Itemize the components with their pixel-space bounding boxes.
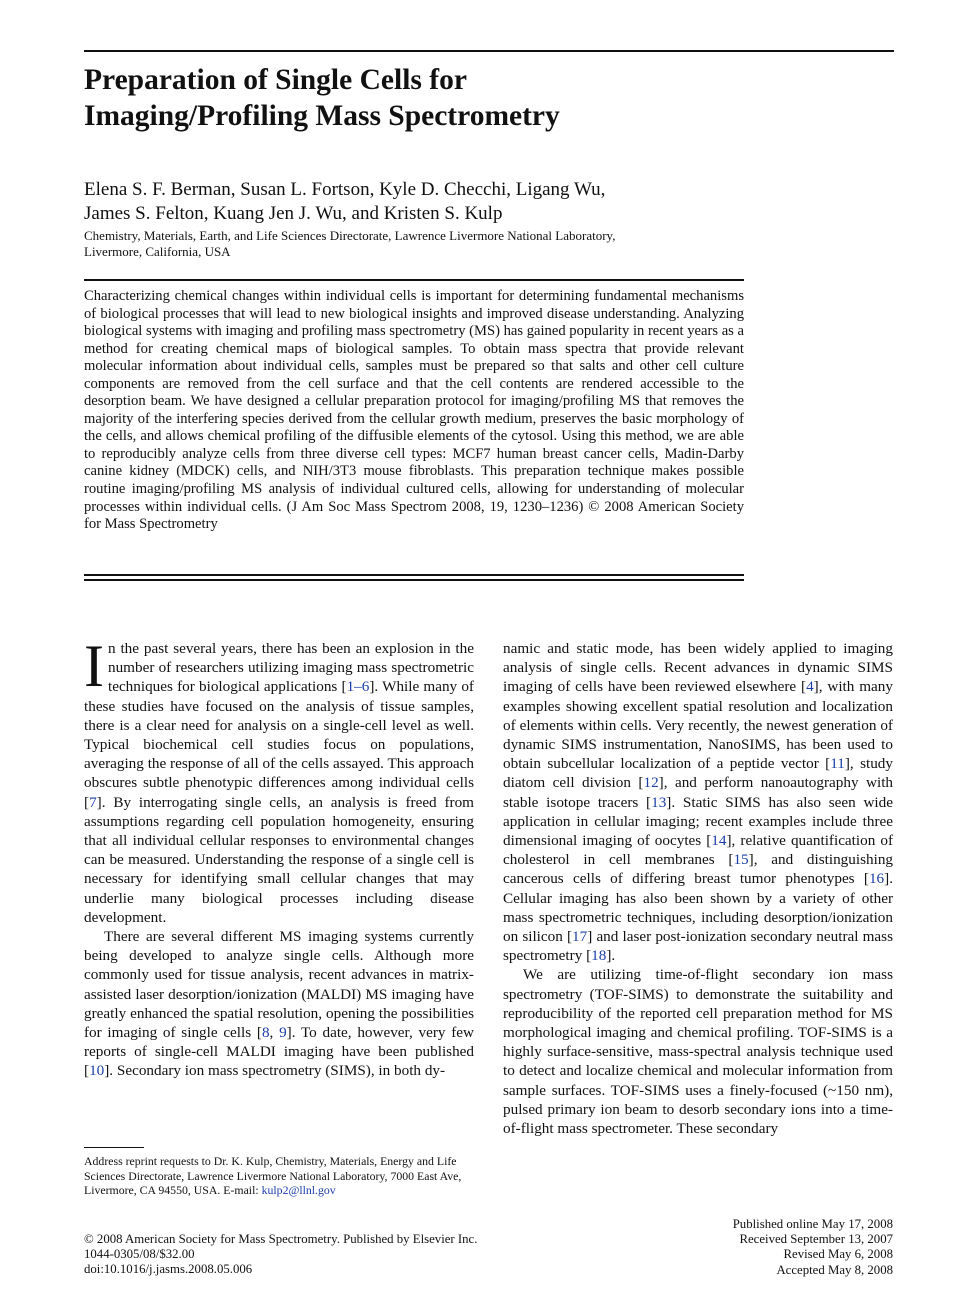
paragraph-text: ], study diatom cell division [ [503, 755, 893, 792]
footnote-text: Address reprint requests to Dr. K. Kulp, Chemistry, Materials, Energy and Life Sciences Directorate, Lawrence Livermore National Laboratory, 7000 East Ave, Livermore, CA 94550, USA. E-mail: [84, 1154, 462, 1197]
citation-link[interactable]: 17 [572, 928, 588, 946]
citation-separator: , [269, 1024, 280, 1042]
copyright-block [84, 1232, 604, 1278]
published-online-date: Published online May 17, 2008 [732, 1217, 893, 1231]
paragraph-text: ]. [606, 947, 616, 965]
paragraph-text: ], with many examples showing excellent spatial resolution and localization of elements within cells. Very recently, the newest generation of dynamic SIMS instrumentation, NanoSIMS, has been used to obtain subcellular localization of a peptide vector [ [503, 678, 893, 773]
correspondence-footnote [84, 1154, 474, 1198]
citation-link[interactable]: 13 [651, 793, 667, 811]
citation-link[interactable]: 16 [868, 870, 885, 888]
citation-link[interactable]: 15 [733, 851, 749, 869]
body-column-right [503, 639, 893, 1138]
issn-line: 1044-0305/08/$32.00 [84, 1247, 195, 1262]
copyright-line: © 2008 American Society for Mass Spectrometry. Published by Elsevier Inc. [84, 1232, 478, 1246]
citation-link[interactable]: 8 [261, 1024, 270, 1042]
author-list [84, 178, 784, 226]
body-column-left [84, 633, 474, 1081]
affiliation-line-2: Livermore, California, USA [84, 243, 231, 259]
citation-link[interactable]: 7 [89, 793, 97, 811]
footnote-rule [84, 1147, 144, 1148]
revised-date: Revised May 6, 2008 [783, 1247, 893, 1262]
paragraph-text: ], and distinguishing cancerous cells of differing breast tumor phenotypes [ [503, 851, 894, 888]
abstract: Characterizing chemical changes within individual cells is important for determining fundamental mechanisms of biological processes that will lead to new biological insights and improved disease understanding. Analyzing biological systems with imaging and profiling mass spectrometry (MS) has gained popularity in recent years as a method for creating chemical maps of biological samples. To obtain mass spectra that provide relevant molecular information about individual cells, samples must be prepared so that salts and other cell culture components are removed from the cell surface and that the cell contents are rendered accessible to the desorption beam. We have designed a cellular preparation protocol for imaging/profiling MS that removes the majority of the interfering species derived from the cellular growth medium, preserves the basic morphology of the cells, and allows chemical profiling of the diffusible elements of the cytosol. Using this method, we are able to reproducibly analyze cells from three diverse cell types: MCF7 human breast cancer cells, Madin-Darby canine kidney (MDCK) cells, and NIH/3T3 mouse fibroblasts. This preparation technique makes possible routine imaging/profiling MS analysis of individual cultured cells, allowing for understanding of molecular processes within individual cells. (J Am Soc Mass Spectrom 2008, 19, 1230–1236) © 2008 American Society for Mass Spectrometry [84, 288, 744, 533]
paragraph-text: ] and laser post-ionization secondary neutral mass spectrometry [ [503, 928, 893, 965]
drop-cap: I [84, 633, 104, 699]
citation-link[interactable]: 9 [279, 1024, 287, 1042]
email-link[interactable]: kulp2@llnl.gov [261, 1183, 336, 1197]
paragraph-text: ], and perform nanoautography with stable isotope tracers [ [503, 774, 894, 811]
paragraph-text: ], relative quantification of cholesterol in cell membranes [ [503, 832, 893, 869]
paragraph-text: ]. Static SIMS has also seen wide application in cellular imaging; recent examples include three dimensional imaging of oocytes [ [503, 793, 893, 850]
article-title [84, 62, 904, 134]
abstract-bottom-rule-2 [84, 579, 744, 581]
title-line-1: Preparation of Single Cells for [84, 64, 467, 96]
doi-line: doi:10.1016/j.jasms.2008.05.006 [84, 1262, 253, 1277]
received-date: Received September 13, 2007 [739, 1232, 893, 1247]
title-line-2: Imaging/Profiling Mass Spectrometry [84, 100, 560, 132]
paragraph-text: We are utilizing time-of-flight secondary ion mass spectrometry (TOF-SIMS) to demonstrate the suitability and reproducibility of the reported cell preparation method for MS morphological imaging and chemical profiling. TOF-SIMS is a highly surface-sensitive, mass-spectral analysis technique used to detect and localize chemical and molecular information from sample surfaces. TOF-SIMS uses a finely-focused (~150 nm), pulsed primary ion beam to desorb secondary ions into a time-of-flight mass spectrometer. These secondary [503, 966, 893, 1138]
citation-link[interactable]: 12 [643, 774, 659, 792]
paragraph-text: ]. Secondary ion mass spectrometry (SIMS), in both dy- [104, 1062, 446, 1080]
citation-link[interactable]: 11 [830, 755, 845, 773]
intro-paragraph-4 [503, 965, 893, 1138]
citation-link[interactable]: 14 [711, 832, 727, 850]
citation-link[interactable]: 4 [806, 678, 814, 696]
paragraph-text: ]. By interrogating single cells, an analysis is freed from assumptions regarding cell population homogeneity, ensuring that all individual cellular responses to environmental changes can be measured. Understanding the response of a single cell is necessary for identifying small cellular changes that may underlie many biological processes including disease development. [84, 793, 474, 926]
intro-paragraph-2 [84, 927, 474, 1081]
paragraph-text: ]. While many of these studies have focused on the analysis of tissue samples, there is a clear need for analysis on a single-cell level as well. Typical biochemical cell studies focus on populations, averaging the response of all of the cells assayed. This approach obscures subtle phenotypic differences among individual cells [ [84, 678, 474, 811]
publication-dates [593, 1217, 893, 1278]
intro-paragraph-3 [503, 639, 893, 965]
citation-link[interactable]: 1–6 [346, 678, 370, 696]
authors-line-1: Elena S. F. Berman, Susan L. Fortson, Kyle D. Checchi, Ligang Wu, [84, 179, 606, 200]
citation-link[interactable]: 10 [89, 1062, 105, 1080]
accepted-date: Accepted May 8, 2008 [776, 1262, 893, 1277]
affiliation-line-1: Chemistry, Materials, Earth, and Life Sciences Directorate, Lawrence Livermore National Laboratory, [84, 228, 616, 243]
citation-link[interactable]: 18 [591, 947, 607, 965]
paragraph-text: ]. Cellular imaging has also been shown by a variety of other mass spectrometric techniques, including desorption/ionization on silicon [ [503, 870, 893, 946]
abstract-bottom-rule-1 [84, 574, 744, 576]
paragraph-text: namic and static mode, has been widely applied to imaging analysis of single cells. Recent advances in dynamic SIMS imaging of cells have been reviewed elsewhere [ [503, 640, 893, 696]
paragraph-text: There are several different MS imaging systems currently being developed to analyze single cells. Although more commonly used for tissue analysis, recent advances in matrix-assisted laser desorption/ionization (MALDI) MS imaging have greatly enhanced the spatial resolution, opening the possibilities for imaging of single cells [ [84, 928, 474, 1042]
paragraph-text: ]. To date, however, very few reports of single-cell MALDI imaging have been published [ [84, 1024, 474, 1080]
intro-paragraph-1 [84, 633, 474, 927]
authors-line-2: James S. Felton, Kuang Jen J. Wu, and Kristen S. Kulp [84, 203, 503, 224]
paragraph-text: n the past several years, there has been an explosion in the number of researchers utilizing imaging mass spectrometric techniques for biological applications [ [107, 640, 474, 696]
top-rule [84, 50, 894, 52]
affiliation [84, 228, 704, 259]
abstract-top-rule [84, 279, 744, 281]
